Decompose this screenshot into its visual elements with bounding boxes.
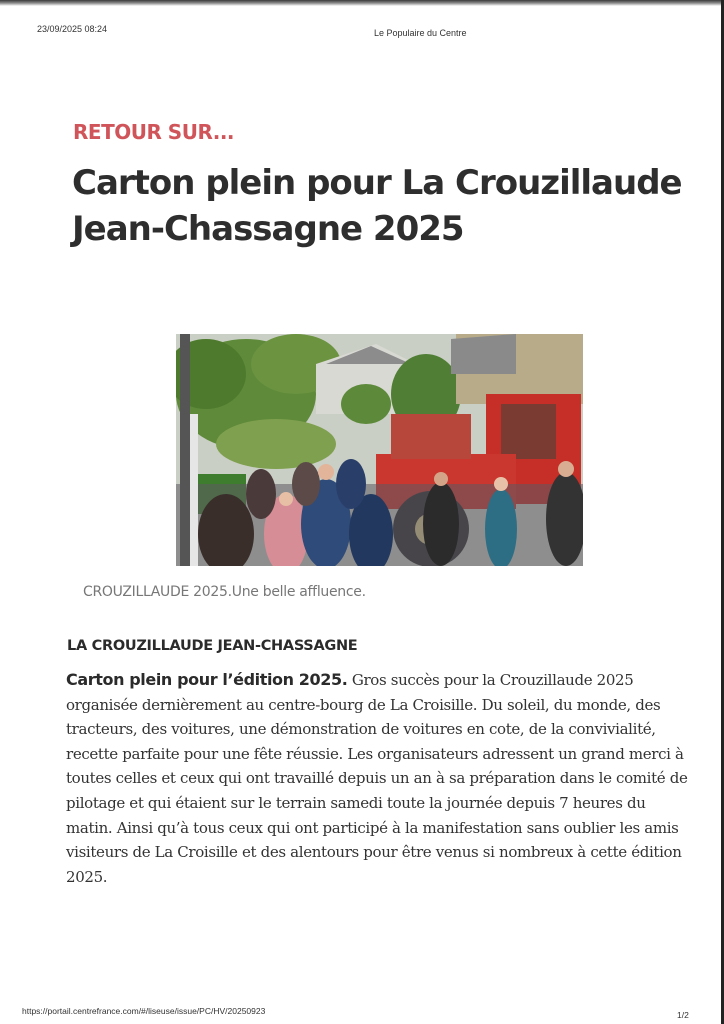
section-label: LA CROUZILLAUDE JEAN-CHASSAGNE [67, 638, 358, 654]
article-lead: Carton plein pour l’édition 2025. [66, 670, 348, 689]
article-body [66, 668, 694, 889]
caption-bold: CROUZILLAUDE 2025. [83, 584, 232, 600]
page-number: 1/2 [677, 1010, 689, 1020]
scan-edge-top [0, 0, 724, 6]
publication-name: Le Populaire du Centre [374, 28, 467, 38]
photo-illustration [176, 334, 583, 566]
article-title: Carton plein pour La Crouzillaude Jean-Chassagne 2025 [72, 163, 682, 249]
photo-caption [83, 584, 366, 600]
article-kicker: RETOUR SUR... [73, 120, 235, 144]
article-body-text: Gros succès pour la Crouzillaude 2025 organisée dernièrement au centre-bourg de La Croisille. Du soleil, du monde, des tracteurs, des voitures, une démonstration de voitures en cote, de la convivialité, recette parfaite pour une fête réussie. Les organisateurs adressent un grand merci à toutes celles et ceux qui ont travaillé depuis un an à sa préparation dans le comité de pilotage et qui étaient sur le terrain samedi toute la journée depuis 7 heures du matin. Ainsi qu’à tous ceux qui ont participé à la manifestation sans oublier les amis visiteurs de La Croisille et des alentours pour être venus si nombreux à cette édition 2025. [66, 671, 688, 886]
caption-text: Une belle affluence. [231, 584, 366, 600]
print-datetime: 23/09/2025 08:24 [37, 24, 108, 34]
footer-url: https://portail.centrefrance.com/#/liseuse/issue/PC/HV/20250923 [22, 1006, 266, 1016]
article-photo [176, 334, 583, 566]
